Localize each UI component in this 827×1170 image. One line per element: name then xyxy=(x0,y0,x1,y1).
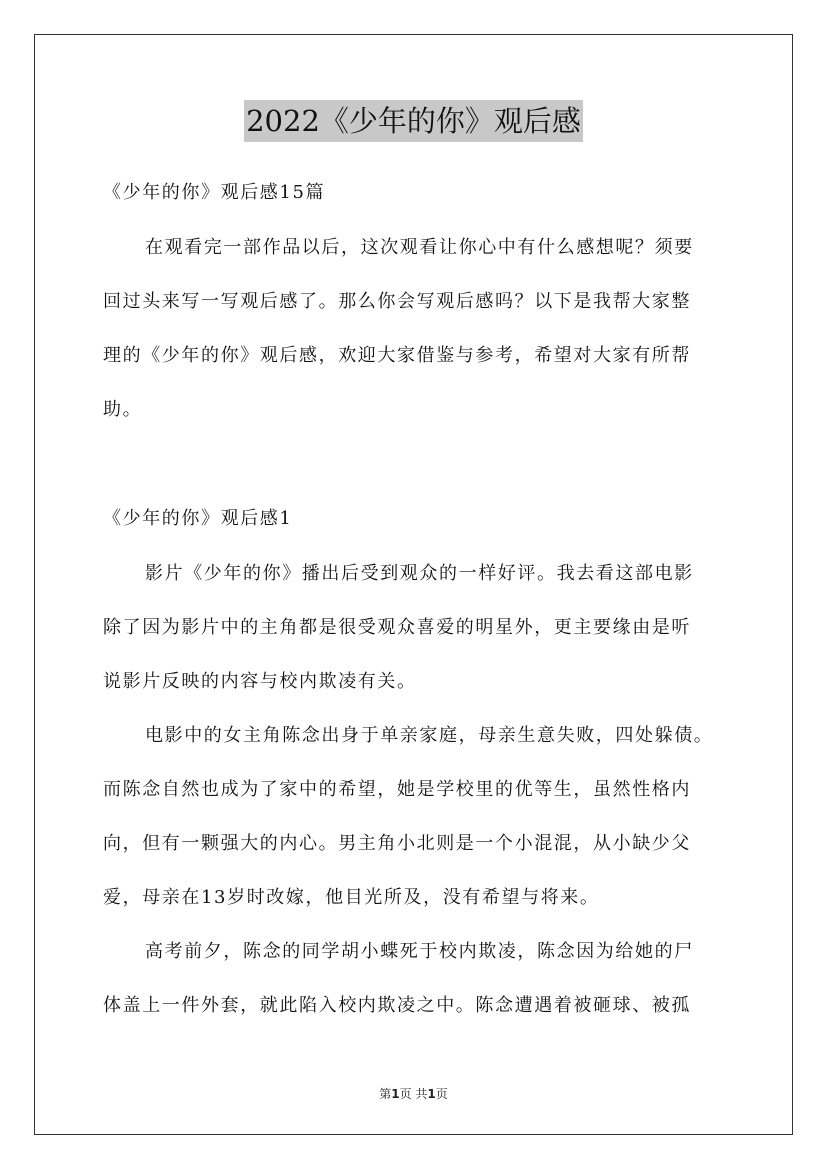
intro-line: 回过头来写一写观后感了。那么你会写观后感吗？以下是我帮大家整 xyxy=(103,291,691,312)
paragraph-line: 除了因为影片中的主角都是很受观众喜爱的明星外，更主要缘由是听 xyxy=(103,617,691,638)
paragraph-line: 向，但有一颗强大的内心。男主角小北则是一个小混混，从小缺少父 xyxy=(103,833,691,854)
paragraph-line: 体盖上一件外套，就此陷入校内欺凌之中。陈念遭遇着被砸球、被孤 xyxy=(103,995,691,1016)
paragraph-line: 电影中的女主角陈念出身于单亲家庭，母亲生意失败，四处躲债。 xyxy=(145,725,714,746)
document-subtitle: 《少年的你》观后感15篇 xyxy=(103,182,326,203)
intro-line: 理的《少年的你》观后感，欢迎大家借鉴与参考，希望对大家有所帮 xyxy=(103,345,691,366)
current-page-number: 1 xyxy=(391,1087,400,1101)
paragraph-line: 说影片反映的内容与校内欺凌有关。 xyxy=(103,671,417,692)
page-footer xyxy=(0,1086,827,1102)
intro-line: 在观看完一部作品以后，这次观看让你心中有什么感想呢？须要 xyxy=(145,237,694,258)
document-title: 2022《少年的你》观后感 xyxy=(244,100,583,142)
footer-mid: 页 共 xyxy=(399,1087,428,1101)
paragraph-line: 高考前夕，陈念的同学胡小蝶死于校内欺凌，陈念因为给她的尸 xyxy=(145,941,694,962)
footer-prefix: 第 xyxy=(379,1087,392,1101)
paragraph-line: 爱，母亲在13岁时改嫁，他目光所及，没有希望与将来。 xyxy=(103,887,600,908)
intro-line: 助。 xyxy=(103,399,143,420)
total-page-number: 1 xyxy=(427,1087,436,1101)
paragraph-line: 影片《少年的你》播出后受到观众的一样好评。我去看这部电影 xyxy=(145,563,694,584)
section-heading: 《少年的你》观后感1 xyxy=(103,508,293,529)
title-container xyxy=(0,100,827,142)
paragraph-line: 而陈念自然也成为了家中的希望，她是学校里的优等生，虽然性格内 xyxy=(103,779,691,800)
footer-suffix: 页 xyxy=(435,1087,448,1101)
